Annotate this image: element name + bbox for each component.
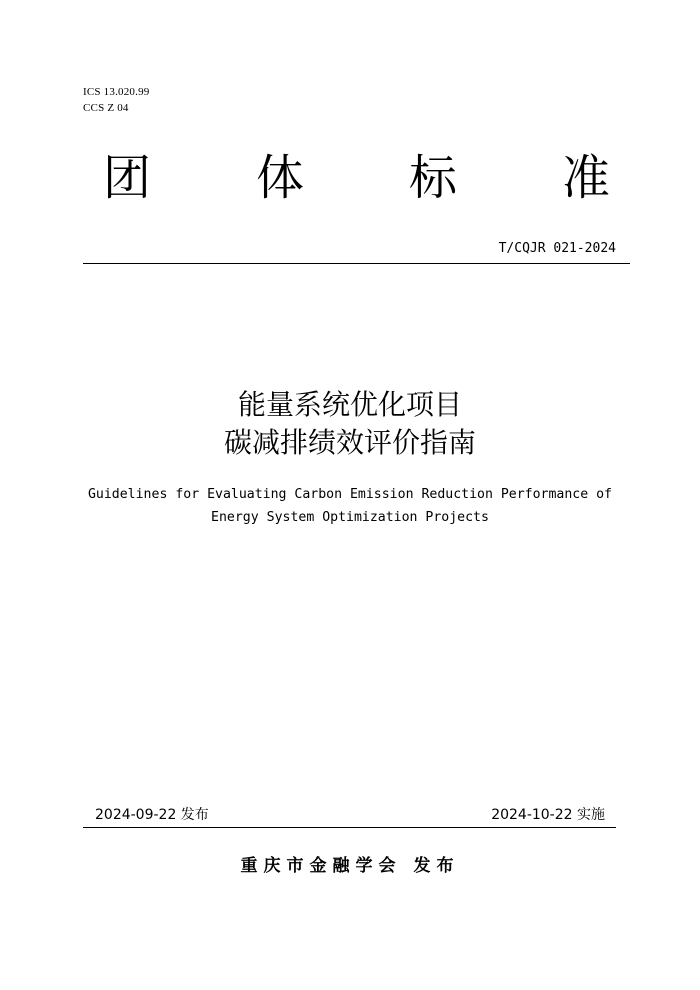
english-title-line-2: Energy System Optimization Projects	[211, 510, 489, 525]
heading-char-1: 团	[103, 150, 152, 206]
ccs-code: CCS Z 04	[83, 102, 129, 114]
heading-char-4: 准	[561, 150, 610, 206]
standard-number: T/CQJR 021-2024	[498, 241, 616, 256]
top-divider	[83, 263, 630, 264]
heading-char-3: 标	[408, 150, 457, 206]
bottom-divider	[83, 827, 616, 828]
implementation-date: 2024-10-22 实施	[491, 807, 605, 823]
chinese-title-line-2: 碳减排绩效评价指南	[223, 426, 476, 459]
document-type-heading	[83, 148, 630, 208]
ics-code: ICS 13.020.99	[83, 86, 150, 98]
issue-date: 2024-09-22 发布	[95, 807, 209, 823]
english-title-line-1: Guidelines for Evaluating Carbon Emission Reduction Performance of	[87, 487, 612, 502]
chinese-title-line-1: 能量系统优化项目	[237, 388, 462, 421]
heading-char-2: 体	[255, 150, 304, 206]
publisher: 重庆市金融学会 发布	[240, 856, 460, 876]
